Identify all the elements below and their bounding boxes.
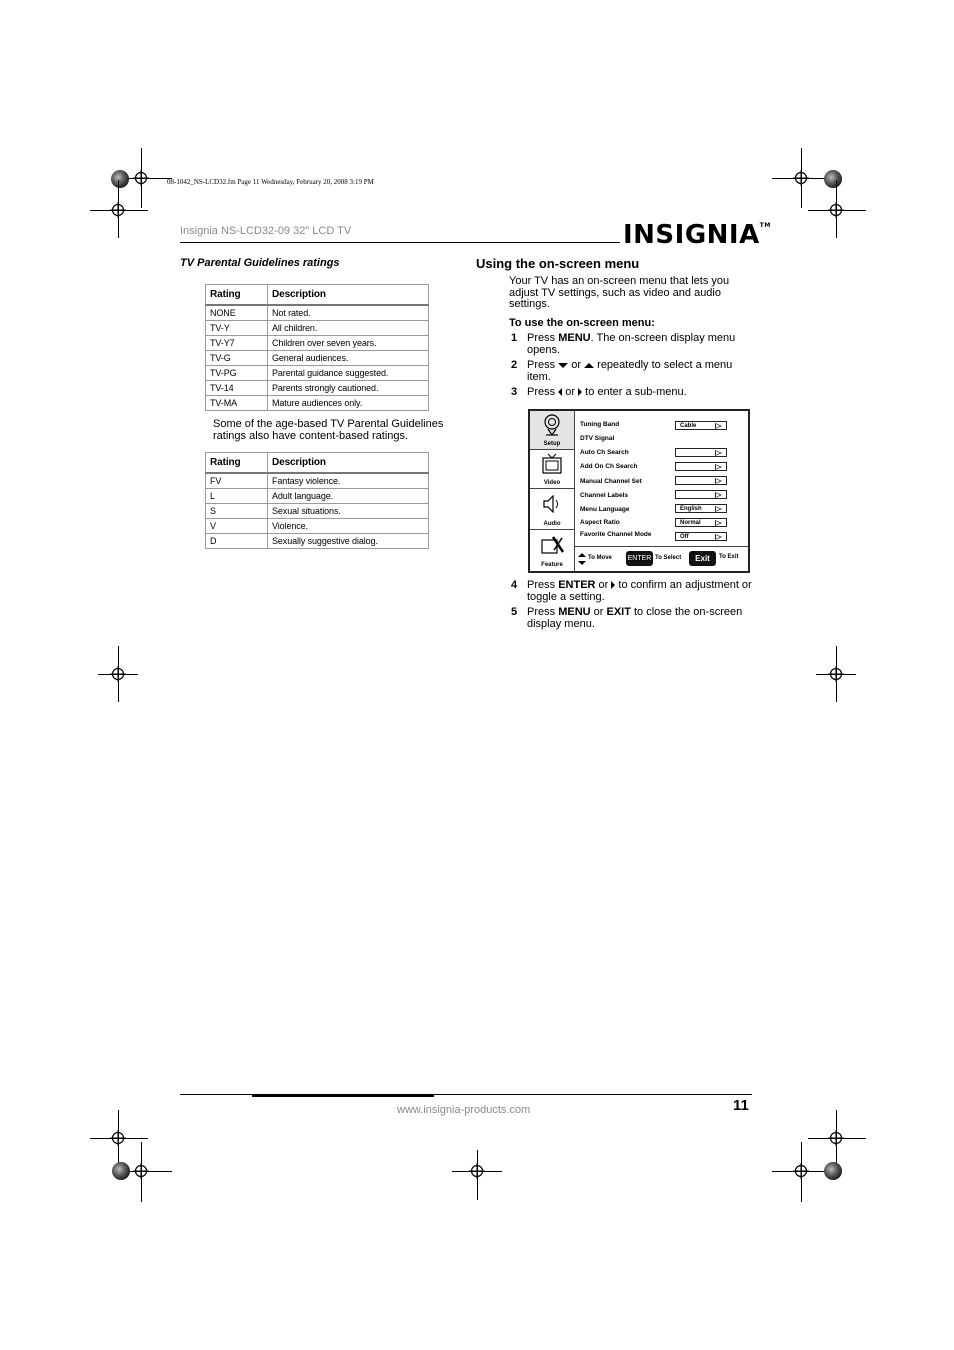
- step-1: 1 Press MENU. The on-screen display menu opens.: [511, 332, 736, 356]
- rating-cell: D: [206, 534, 268, 549]
- table-row: [206, 321, 429, 336]
- osd-value-channel-labels: [675, 490, 727, 499]
- section-title-ratings: TV Parental Guidelines ratings: [180, 257, 340, 269]
- osd-subhead: To use the on-screen menu:: [509, 317, 655, 329]
- osd-item-menu-language: Menu Language: [580, 506, 630, 513]
- rating-cell: TV-PG: [206, 366, 268, 381]
- osd-intro: Your TV has an on-screen menu that lets you adjust TV settings, such as video and audio settings.: [509, 275, 730, 310]
- content-ratings-table: [205, 452, 429, 549]
- osd-category-feature: Feature: [530, 530, 574, 570]
- description-cell: Adult language.: [268, 489, 429, 504]
- osd-item-dtv-signal: DTV Signal: [580, 435, 615, 442]
- table-row: [206, 366, 429, 381]
- header-rule: [180, 242, 620, 243]
- description-cell: Fantasy violence.: [268, 473, 429, 489]
- table-row: [206, 489, 429, 504]
- rating-cell: S: [206, 504, 268, 519]
- rating-cell: V: [206, 519, 268, 534]
- registration-mark-icon: [828, 666, 844, 682]
- step-number: 2: [511, 359, 518, 371]
- arrow-right-icon: [715, 506, 722, 512]
- osd-category-audio: Audio: [530, 489, 574, 530]
- rating-cell: TV-Y: [206, 321, 268, 336]
- registration-mark-icon: [133, 170, 149, 186]
- rating-cell: TV-MA: [206, 396, 268, 411]
- rating-cell: FV: [206, 473, 268, 489]
- ratings-table: [205, 284, 429, 411]
- osd-item-aspect-ratio: Aspect Ratio: [580, 519, 620, 526]
- registration-mark-icon: [133, 1163, 149, 1179]
- description-cell: Sexual situations.: [268, 504, 429, 519]
- table-row: [206, 351, 429, 366]
- arrow-right-icon: [715, 464, 722, 470]
- arrow-right-icon: [715, 423, 722, 429]
- osd-item-channel-labels: Channel Labels: [580, 492, 629, 499]
- table-row: [206, 473, 429, 489]
- page-number: 11: [733, 1097, 749, 1114]
- description-cell: Parental guidance suggested.: [268, 366, 429, 381]
- arrow-right-icon: [715, 450, 722, 456]
- osd-item-tuning-band: Tuning Band: [580, 421, 620, 428]
- column-header: Rating: [206, 285, 268, 306]
- osd-item-manual-channel-set: Manual Channel Set: [580, 478, 642, 485]
- section-title-osd: Using the on-screen menu: [476, 256, 640, 271]
- description-cell: Children over seven years.: [268, 336, 429, 351]
- registration-mark-icon: [110, 1130, 126, 1146]
- osd-item-favorite-channel-mode: Favorite Channel Mode: [580, 531, 652, 538]
- osd-value-menu-language: English: [675, 504, 727, 513]
- step-2: 2 Press or repeatedly to select a menu item.: [511, 359, 733, 383]
- table-header-row: [206, 453, 429, 474]
- footer-url: www.insignia-products.com: [397, 1104, 531, 1116]
- registration-mark-icon: [793, 1163, 809, 1179]
- table-row: [206, 305, 429, 321]
- osd-category-video: Video: [530, 450, 574, 489]
- satellite-dish-icon: [542, 414, 562, 436]
- registration-dot-icon: [111, 170, 129, 188]
- table-header-row: [206, 285, 429, 306]
- rating-cell: NONE: [206, 305, 268, 321]
- column-header: Rating: [206, 453, 268, 474]
- arrow-right-icon: [715, 492, 722, 498]
- registration-mark-icon: [469, 1163, 485, 1179]
- speaker-icon: [542, 495, 562, 513]
- osd-item-add-on-ch-search: Add On Ch Search: [580, 463, 638, 470]
- content-ratings-note: Some of the age-based TV Parental Guidelines ratings also have content-based ratings.: [213, 418, 444, 442]
- osd-item-auto-ch-search: Auto Ch Search: [580, 449, 629, 456]
- table-row: [206, 396, 429, 411]
- table-row: [206, 381, 429, 396]
- step-3: 3 Press or to enter a sub-menu.: [511, 386, 687, 398]
- registration-mark-icon: [110, 202, 126, 218]
- registration-dot-icon: [112, 1162, 130, 1180]
- description-cell: Mature audiences only.: [268, 396, 429, 411]
- osd-value-add-on-ch-search: [675, 462, 727, 471]
- description-cell: General audiences.: [268, 351, 429, 366]
- footer-rule-accent: [252, 1095, 434, 1097]
- rating-cell: L: [206, 489, 268, 504]
- rating-cell: TV-G: [206, 351, 268, 366]
- step-number: 3: [511, 386, 518, 398]
- insignia-logo: INSIGNIA™: [623, 220, 771, 250]
- osd-value-aspect-ratio: Normal: [675, 518, 727, 527]
- registration-mark-icon: [110, 666, 126, 682]
- column-header: Description: [268, 453, 429, 474]
- description-cell: Parents strongly cautioned.: [268, 381, 429, 396]
- rating-cell: TV-14: [206, 381, 268, 396]
- step-number: 4: [511, 579, 518, 591]
- step-number: 5: [511, 606, 518, 618]
- tv-tools-icon: [540, 534, 564, 556]
- table-row: [206, 534, 429, 549]
- arrow-right-icon: [715, 520, 722, 526]
- osd-value-favorite-channel-mode: Off: [675, 532, 727, 541]
- registration-mark-icon: [793, 170, 809, 186]
- registration-dot-icon: [824, 1162, 842, 1180]
- down-arrow-icon: [558, 363, 568, 368]
- header-title: Insignia NS-LCD32-09 32" LCD TV: [180, 225, 352, 237]
- step-5: 5 Press MENU or EXIT to close the on-screen display menu.: [511, 606, 743, 630]
- step-number: 1: [511, 332, 518, 344]
- description-cell: Violence.: [268, 519, 429, 534]
- step-4: 4 Press ENTER or to confirm an adjustment or toggle a setting.: [511, 579, 752, 603]
- up-down-arrow-icon: [578, 553, 586, 565]
- table-row: [206, 336, 429, 351]
- arrow-right-icon: [715, 534, 722, 540]
- file-info: 08-1042_NS-LCD32.fm Page 11 Wednesday, February 20, 2008 3:19 PM: [167, 178, 374, 186]
- osd-value-auto-ch-search: [675, 448, 727, 457]
- up-arrow-icon: [584, 363, 594, 368]
- table-row: [206, 519, 429, 534]
- registration-mark-icon: [828, 1130, 844, 1146]
- osd-value-manual-channel-set: [675, 476, 727, 485]
- registration-dot-icon: [824, 170, 842, 188]
- arrow-right-icon: [715, 478, 722, 484]
- osd-category-setup: Setup: [530, 411, 574, 450]
- rating-cell: TV-Y7: [206, 336, 268, 351]
- osd-category-sidebar: [530, 411, 575, 571]
- description-cell: Sexually suggestive dialog.: [268, 534, 429, 549]
- table-row: [206, 504, 429, 519]
- description-cell: All children.: [268, 321, 429, 336]
- osd-value-tuning-band: Cable: [675, 421, 727, 430]
- description-cell: Not rated.: [268, 305, 429, 321]
- column-header: Description: [268, 285, 429, 306]
- osd-footer: To Move ENTER To Select Exit To Exit: [574, 546, 748, 571]
- tv-icon: [541, 453, 563, 475]
- osd-menu-figure: [528, 409, 750, 573]
- registration-mark-icon: [828, 202, 844, 218]
